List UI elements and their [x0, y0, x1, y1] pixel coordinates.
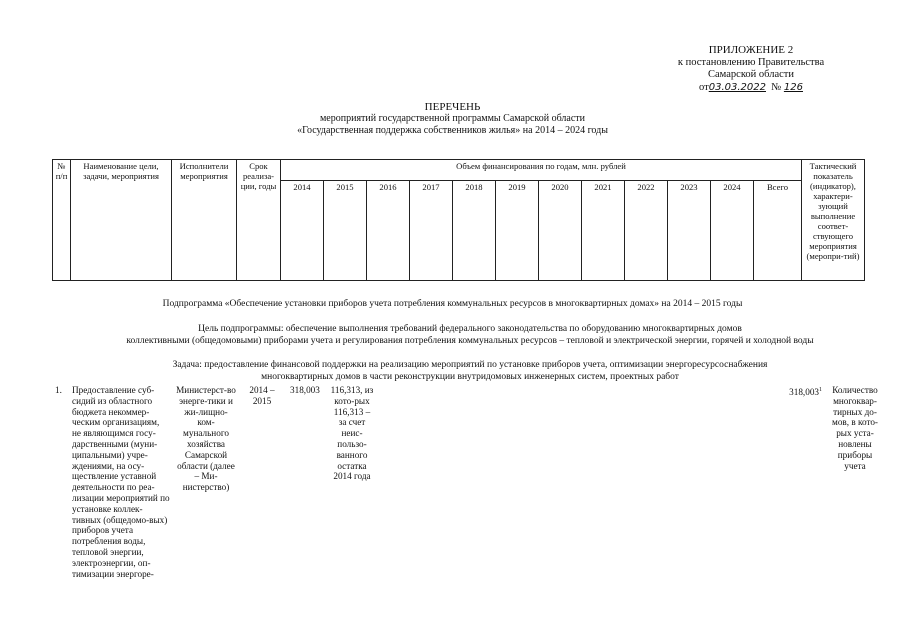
task-line2: многоквартирных домов в части реконструкции внутридомовых инженерных систем, проектных работ — [261, 372, 679, 382]
header-year: 2021 — [582, 181, 625, 281]
header-year: 2018 — [453, 181, 496, 281]
subprogram-title: Подпрограмма «Обеспечение установки приборов учета потребления коммунальных ресурсов в многоквартирных домах» на 2014 – 2015 годы — [162, 299, 743, 309]
item-number: 1. — [55, 385, 62, 395]
date-prefix: от — [699, 81, 709, 93]
appendix-line3: Самарской области — [708, 69, 794, 80]
appendix-line2: к постановлению Правительства — [677, 56, 825, 68]
date-value: 03.03.2022 — [708, 81, 766, 93]
header-year: 2014 — [281, 181, 324, 281]
header-year: 2020 — [539, 181, 582, 281]
header-year: 2019 — [496, 181, 539, 281]
item-term: 2014 – 2015 — [249, 385, 275, 406]
financing-table-header — [52, 159, 865, 281]
header-year: 2016 — [367, 181, 410, 281]
goal-line2: коллективными (общедомовыми) приборами учета и регулирования потребления коммунальных ресурсов – тепловой и электрической энергии, горячей и холодной воды — [126, 336, 814, 346]
number-value: 126 — [783, 81, 803, 93]
header-indicator: Тактический показатель (индикатор), характери-зующий выполнение соответ-ствующего мероприятия (меропри-тий) — [802, 160, 865, 281]
title-line2: мероприятий государственной программы Самарской области — [319, 113, 586, 124]
item-total — [770, 385, 822, 398]
document-title — [0, 101, 905, 137]
header-year: 2023 — [668, 181, 711, 281]
header-term: Срок реализа-ции, годы — [237, 160, 281, 281]
subprogram-goal — [60, 323, 880, 347]
number-prefix: № — [771, 81, 782, 93]
header-year: 2015 — [324, 181, 367, 281]
task-line1: Задача: предоставление финансовой поддержки на реализацию мероприятий по установке приборов учета, оптимизации энергоресурсоснабжения — [172, 360, 768, 370]
header-total: Всего — [754, 181, 802, 281]
header-year: 2024 — [711, 181, 754, 281]
goal-line1: Цель подпрограммы: обеспечение выполнения требований федерального законодательства по оборудованию многоквартирных домов — [198, 324, 742, 334]
title-line3: «Государственная поддержка собственников жилья» на 2014 – 2024 годы — [297, 125, 608, 136]
header-year: 2017 — [410, 181, 453, 281]
appendix-block — [661, 44, 841, 94]
header-name: Наименование цели, задачи, мероприятия — [71, 160, 172, 281]
item-total-footnote: 1 — [819, 387, 822, 393]
item-value-2014: 318,003 — [290, 385, 320, 395]
title-line1: ПЕРЕЧЕНЬ — [424, 101, 481, 113]
header-financing: Объем финансирования по годам, млн. рублей — [281, 160, 802, 181]
appendix-title: ПРИЛОЖЕНИЕ 2 — [708, 44, 794, 56]
item-executor: Министерст-во энерге-тики и жи-лищно-ком-мунального хозяйства Самарской области (далее – Ми-нистерство) — [176, 385, 236, 493]
subprogram-task — [60, 359, 880, 383]
item-total-value: 318,003 — [789, 387, 819, 398]
header-executor: Исполнители мероприятия — [172, 160, 237, 281]
header-year: 2022 — [625, 181, 668, 281]
item-name: Предоставление суб-сидий из областного бюджета некоммер-ческим организациям, не являющимся госу-дарственными (муни-ципальными) учре-ждениями, на осу-ществление уставной деятельности по реа-лизации мероприятий по установке коллек-тивных (общедомо-вых) приборов учета потребления воды, тепловой энергии, электроэнергии, оп-тимизации энергоре- — [72, 385, 170, 579]
appendix-date-line — [661, 82, 841, 95]
item-indicator: Количество многоквар-тирных до-мов, в кото-рых уста-новлены приборы учета — [832, 385, 878, 471]
item-value-2015: 116,313, из кото-рых 116,313 – за счет неис-пользо-ванного остатка 2014 года — [330, 385, 374, 482]
header-num: № п/п — [53, 160, 71, 281]
